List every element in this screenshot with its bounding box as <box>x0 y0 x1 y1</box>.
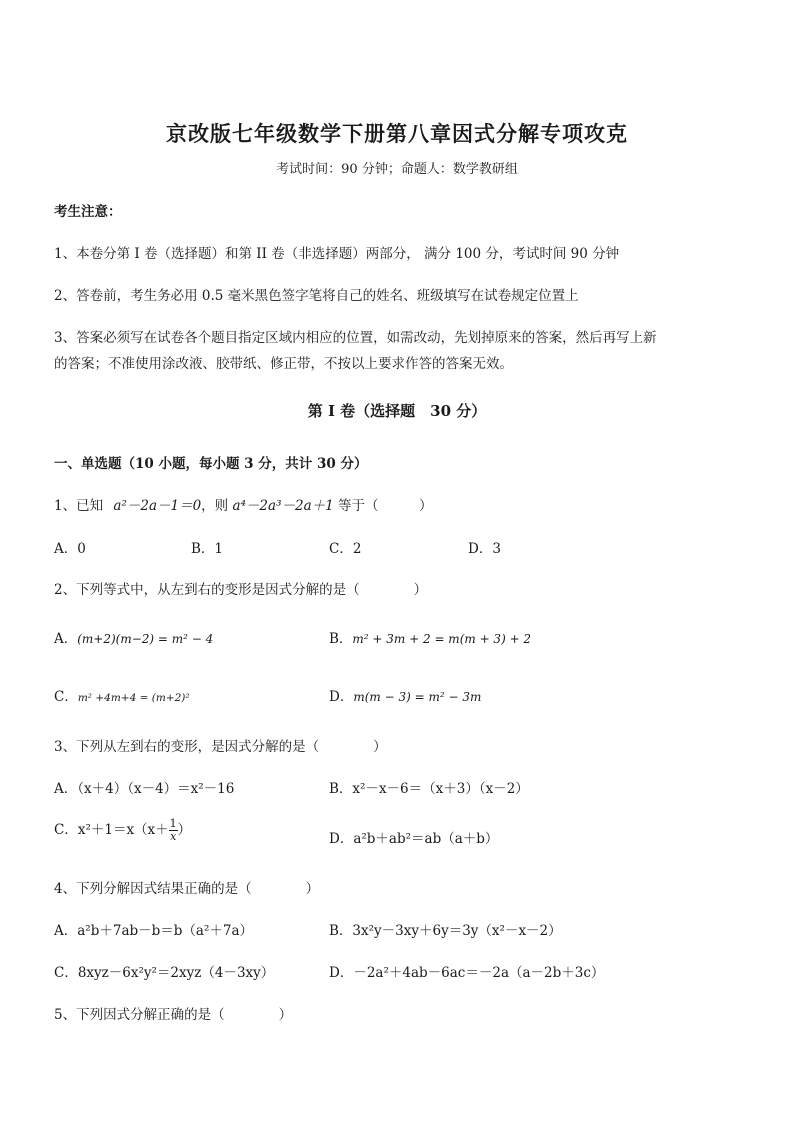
question-4-stem: 4、下列分解因式结果正确的是（ ） <box>54 881 320 897</box>
q4-option-c[interactable]: C．8xyz－6x²y²＝2xyz（4－3xy） <box>54 965 275 981</box>
q3-option-c-pre: C．x²＋1＝x（x＋ <box>54 822 169 839</box>
q2-option-c-label: C． <box>54 689 78 705</box>
exam-info: 考试时间：90 分钟；命题人：数学教研组 <box>276 162 518 177</box>
section-title: 第 I 卷（选择题 30 分） <box>307 402 487 420</box>
q1-option-d[interactable]: D．3 <box>468 541 501 557</box>
q4-option-b[interactable]: B．3x²y－3xy＋6y＝3y（x²－x－2） <box>329 923 562 939</box>
fraction-numerator: 1 <box>169 817 177 830</box>
question-2-stem: 2、下列等式中，从左到右的变形是因式分解的是（ ） <box>54 582 428 598</box>
q4-option-a[interactable]: A．a²b＋7ab－b＝b（a²＋7a） <box>54 923 254 939</box>
notice-item-3-cont: 的答案；不准使用涂改液、胶带纸、修正带，不按以上要求作答的答案无效。 <box>54 356 513 372</box>
q2-option-c-formula: m² +4m+4 = (m+2)² <box>77 692 190 704</box>
question-3-stem: 3、下列从左到右的变形，是因式分解的是（ ） <box>54 739 387 755</box>
question-1-condition: a²－2a－1＝0 <box>113 498 202 514</box>
fraction-denominator: x <box>170 830 177 844</box>
notice-item-3: 3、答案必须写在试卷各个题目指定区域内相应的位置，如需改动，先划掉原来的答案，然后再写上新 <box>54 330 657 346</box>
q2-option-a-label: A． <box>54 631 78 647</box>
question-1-mid: ，则 <box>201 498 229 514</box>
q2-option-b-formula: m² + 3m + 2 = m(m + 3) + 2 <box>352 632 532 646</box>
question-1-expression: a⁴－2a³－2a＋1 <box>232 498 334 514</box>
q3-option-c[interactable] <box>54 818 191 843</box>
notice-item-2: 2、答卷前，考生务必用 0.5 毫米黑色签字笔将自己的姓名、班级填写在试卷规定位置上 <box>54 288 579 304</box>
question-1-stem <box>54 494 433 514</box>
q4-option-d[interactable]: D．－2a²＋4ab－6ac＝－2a（a－2b＋3c） <box>329 965 605 981</box>
question-5-stem: 5、下列因式分解正确的是（ ） <box>54 1007 293 1023</box>
q3-option-c-post: ） <box>177 822 192 839</box>
notice-item-1: 1、本卷分第 I 卷（选择题）和第 II 卷（非选择题）两部分， 满分 100 分，考试时间 90 分钟 <box>54 246 620 262</box>
q3-option-c-fraction <box>169 818 178 843</box>
q2-option-d-formula: m(m − 3) = m² − 3m <box>353 690 482 704</box>
q2-option-d[interactable] <box>329 685 481 705</box>
part-heading: 一、单选题（10 小题，每小题 3 分，共计 30 分） <box>54 456 368 472</box>
page-title: 京改版七年级数学下册第八章因式分解专项攻克 <box>166 121 628 146</box>
q3-option-d[interactable]: D．a²b＋ab²＝ab（a＋b） <box>329 831 499 847</box>
q3-option-b[interactable]: B．x²－x－6＝（x＋3）（x－2） <box>329 781 529 797</box>
q1-option-c[interactable]: C．2 <box>329 541 362 557</box>
q2-option-c[interactable] <box>54 685 190 705</box>
q2-option-d-label: D． <box>329 689 354 705</box>
q3-option-a[interactable]: A．（x＋4）（x－4）＝x²－16 <box>54 781 235 797</box>
notice-heading: 考生注意： <box>54 204 122 220</box>
q2-option-b-label: B． <box>329 631 353 647</box>
q2-option-a[interactable] <box>54 627 213 647</box>
question-1-suffix: 等于（ ） <box>338 498 433 514</box>
q2-option-b[interactable] <box>329 627 531 647</box>
question-1-prefix: 1、已知 <box>54 498 104 514</box>
q2-option-a-formula: (m+2)(m−2) = m² − 4 <box>77 632 214 646</box>
q1-option-b[interactable]: B．1 <box>191 541 224 557</box>
q1-option-a[interactable]: A．0 <box>54 541 86 557</box>
